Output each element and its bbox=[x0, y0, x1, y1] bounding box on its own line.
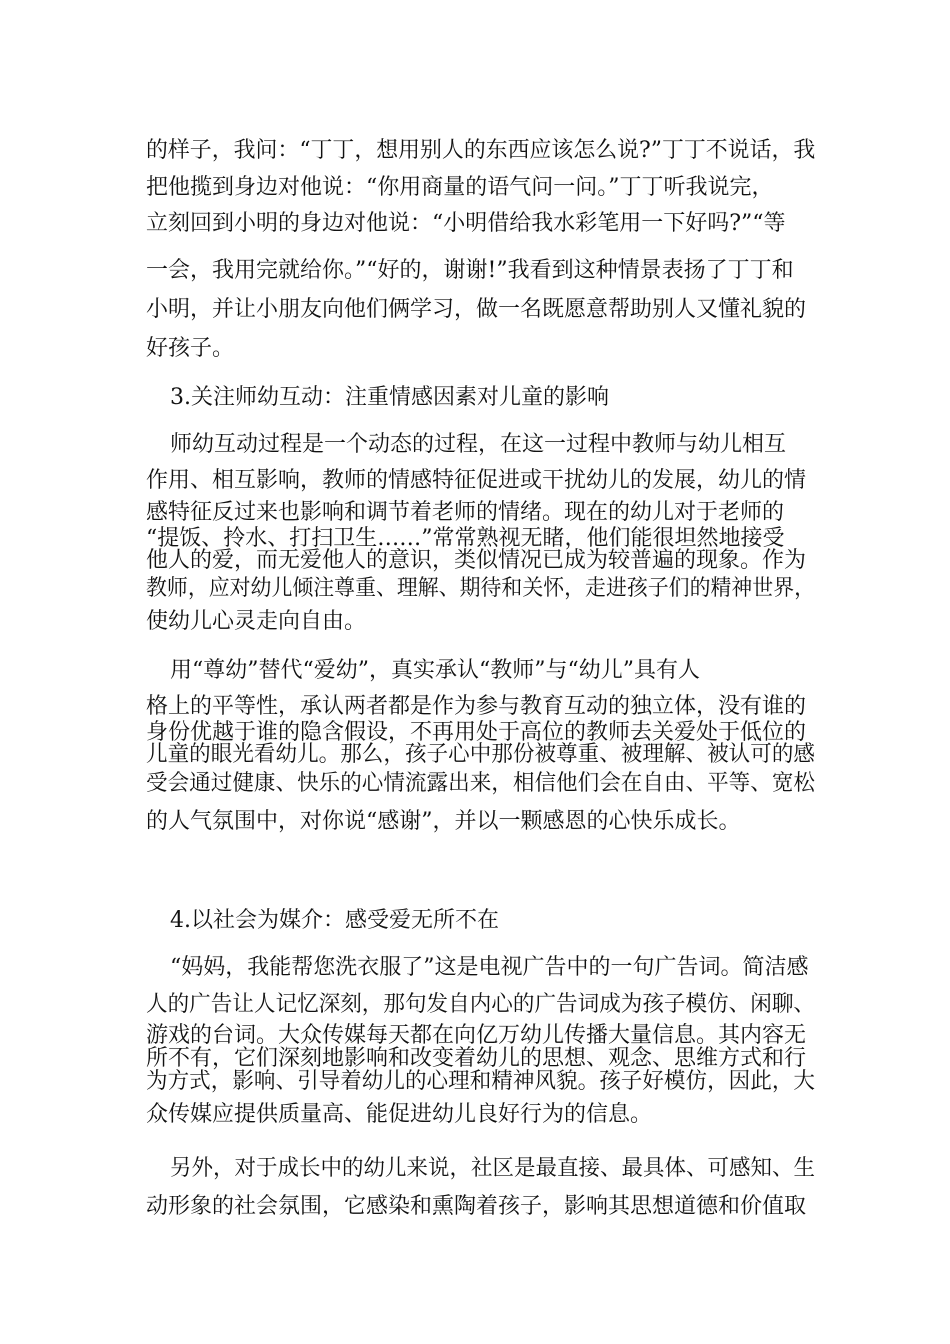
text-line: 动形象的社会氛围，它感染和熏陶着孩子，影响其思想道德和价值取 bbox=[146, 1194, 807, 1219]
text-line: 的样子，我问：“丁丁，想用别人的东西应该怎么说?”丁丁不说话，我 bbox=[146, 138, 816, 163]
text-line: 好孩子。 bbox=[146, 336, 235, 361]
text-line: 使幼儿心灵走向自由。 bbox=[146, 609, 367, 634]
text-line: 所不有，它们深刻地影响和改变着幼儿的思想、观念、思维方式和行 bbox=[146, 1046, 807, 1071]
text-line: 另外，对于成长中的幼儿来说，社区是最直接、最具体、可感知、生 bbox=[170, 1156, 816, 1181]
text-line: 小明，并让小朋友向他们俩学习，做一名既愿意帮助别人又懂礼貌的 bbox=[146, 297, 807, 322]
text-line: 他人的爱，而无爱他人的意识，类似情况已成为较普遍的现象。作为 bbox=[146, 548, 807, 573]
text-line: 人的广告让人记忆深刻，那句发自内心的广告词成为孩子模仿、闲聊、 bbox=[146, 992, 816, 1017]
text-line: 儿童的眼光看幼儿。那么，孩子心中那份被尊重、被理解、被认可的感 bbox=[146, 742, 816, 767]
text-line: 众传媒应提供质量高、能促进幼儿良好行为的信息。 bbox=[146, 1102, 653, 1127]
text-line: 师幼互动过程是一个动态的过程，在这一过程中教师与幼儿相互 bbox=[170, 432, 787, 457]
text-line: 游戏的台词。大众传媒每天都在向亿万幼儿传播大量信息。其内容无 bbox=[146, 1023, 807, 1048]
section-heading-3: 3.关注师幼互动：注重情感因素对儿童的影响 bbox=[170, 385, 609, 410]
text-line: 感特征反过来也影响和调节着老师的情绪。现在的幼儿对于老师的 bbox=[146, 500, 785, 525]
text-line: 教师，应对幼儿倾注尊重、理解、期待和关怀，走进孩子们的精神世界， bbox=[146, 576, 816, 601]
text-line: “提饭、拎水、打扫卫生……”常常熟视无睹，他们能很坦然地接受 bbox=[146, 526, 785, 551]
text-line: 一会，我用完就给你。”“好的，谢谢!”我看到这种情景表扬了丁丁和 bbox=[146, 258, 794, 283]
text-line: 把他揽到身边对他说：“你用商量的语气问一问。”丁丁听我说完， bbox=[146, 175, 774, 200]
text-line: “妈妈，我能帮您洗衣服了”这是电视广告中的一句广告词。简洁感 bbox=[170, 955, 809, 980]
section-heading-4: 4.以社会为媒介：感受爱无所不在 bbox=[170, 908, 499, 933]
text-line: 的人气氛围中，对你说“感谢”，并以一颗感恩的心快乐成长。 bbox=[146, 809, 741, 834]
text-line: 格上的平等性，承认两者都是作为参与教育互动的独立体，没有谁的 bbox=[146, 694, 807, 719]
text-line: 受会通过健康、快乐的心情流露出来，相信他们会在自由、平等、宽松 bbox=[146, 771, 816, 796]
text-line: 作用、相互影响，教师的情感特征促进或干扰幼儿的发展，幼儿的情 bbox=[146, 468, 807, 493]
text-line: 用“尊幼”替代“爱幼”，真实承认“教师”与“幼儿”具有人 bbox=[170, 658, 700, 683]
text-line: 身份优越于谁的隐含假设，不再用处于高位的教师去关爱处于低位的 bbox=[146, 720, 807, 745]
text-line: 为方式，影响、引导着幼儿的心理和精神风貌。孩子好模仿，因此，大 bbox=[146, 1069, 816, 1094]
text-line: 立刻回到小明的身边对他说：“小明借给我水彩笔用一下好吗?”“等 bbox=[146, 211, 786, 236]
